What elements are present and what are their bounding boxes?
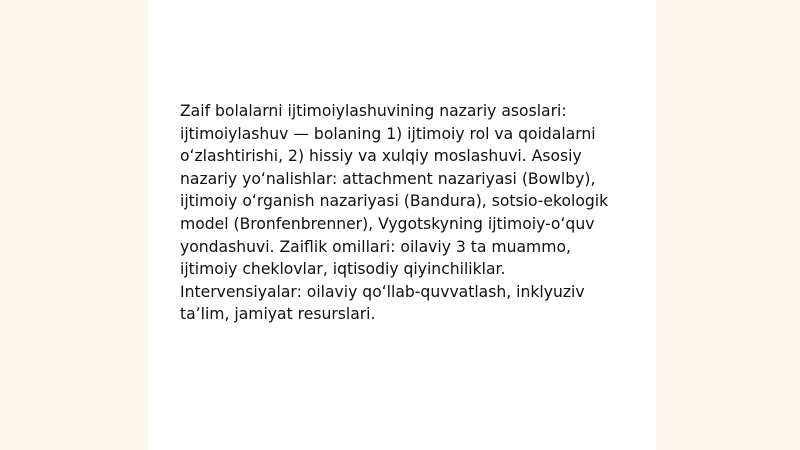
body-paragraph: Zaif bolalarni ijtimoiylashuvining nazariy asoslari: ijtimoiylashuv — bolaning 1) ijtimoiy rol va qoidalarni oʻzlashtirishi, 2) hissiy va xulqiy moslashuvi. Asosiy nazariy yoʻnalishlar: attachment nazariyasi (Bowlby), ijtimoiy oʻrganish nazariyasi (Bandura), sotsio-ekologik model (Bronfenbrenner), Vygotskyning ijtimoiy-oʻquv yondashuvi. Zaiflik omillari: oilaviy 3 ta muammo, ijtimoiy cheklovlar, iqtisodiy qiyinchiliklar. Intervensiyalar: oilaviy qoʻllab-quvvatlash, inklyuziv taʼlim, jamiyat resurslari. [180,102,609,324]
document-page [148,0,656,450]
